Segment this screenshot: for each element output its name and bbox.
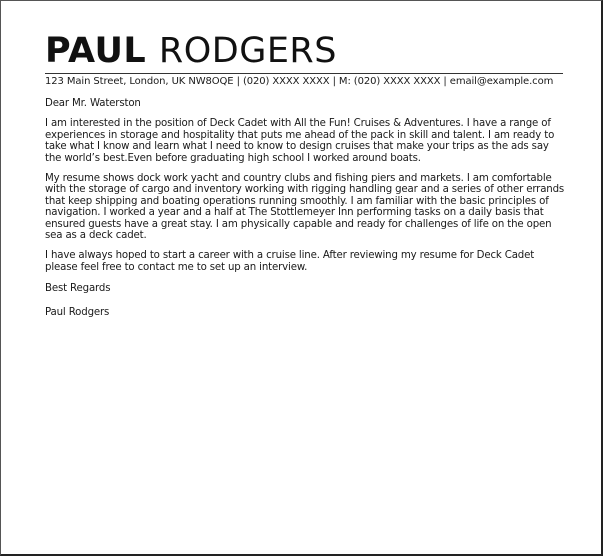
greeting: Dear Mr. Waterston [45, 98, 141, 109]
signature: Paul Rodgers [45, 306, 110, 318]
letter-content [45, 31, 565, 318]
paragraph-1: I am interested in the position of Deck Cadet with All the Fun! Cruises & Adventures. I have a range of experiences in storage and hospitality that puts me ahead of the pack in skill and talent. I am ready to take what I know and learn what I need to know to design cruises that make your trips as the ads say the world’s best.Even before graduating high school I worked around boats. [45, 118, 555, 164]
header-divider [45, 73, 563, 74]
paragraph-2: My resume shows dock work yacht and country clubs and fishing piers and markets. I am comfortable with the storage of cargo and inventory working with rigging handling gear and a series of other errands that keep shipping and boating operations running smoothly. I am familiar with the basic principles of navigation. I worked a year and a half at The Stottlemeyer Inn performing tasks on a daily basis that ensured guests have a great stay. I am physically capable and ready for challenges of life on the open sea as a deck cadet. [45, 173, 565, 242]
applicant-name [45, 31, 565, 71]
last-name: RODGERS [158, 31, 337, 71]
letter-body [45, 98, 565, 318]
closing: Best Regards [45, 283, 111, 295]
contact-line: 123 Main Street, London, UK NW8OQE | (020) XXXX XXXX | M: (020) XXXX XXXX | email@example.com [45, 76, 554, 87]
first-name: PAUL [45, 31, 147, 71]
paragraph-3: I have always hoped to start a career with a cruise line. After reviewing my resume for Deck Cadet please feel free to contact me to set up an interview. [45, 250, 535, 273]
